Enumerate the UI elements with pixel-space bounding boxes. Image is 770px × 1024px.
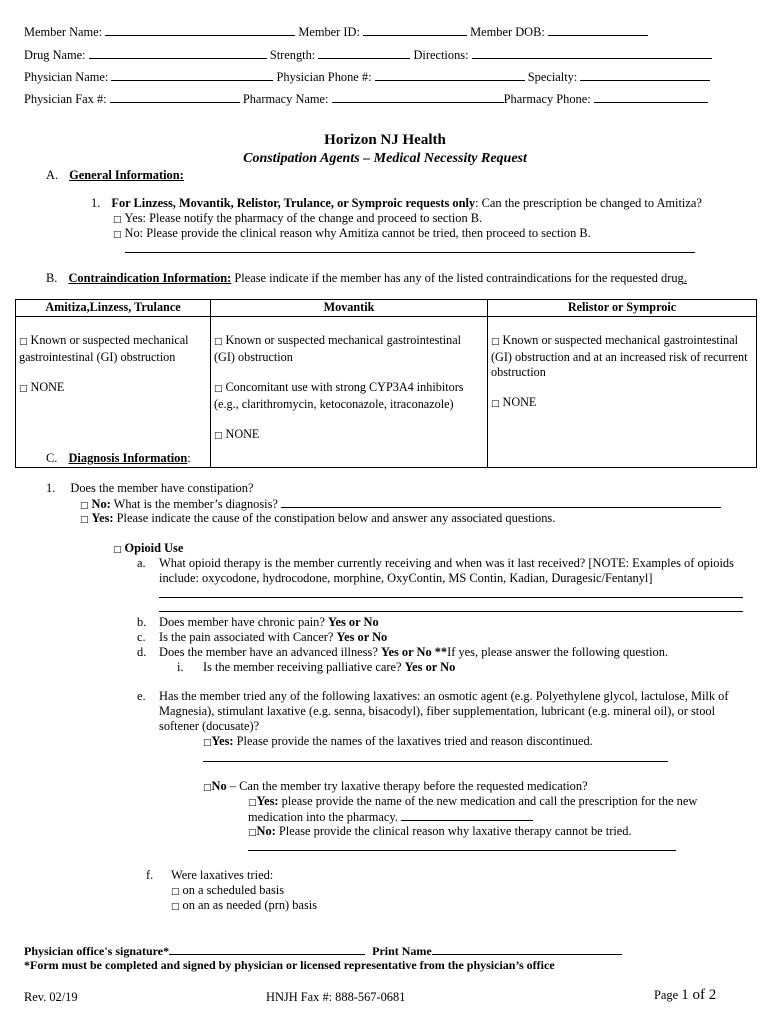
laxative-yes-text: Please provide the names of the laxatives tried and reason discontinued. <box>233 734 593 748</box>
physician-fax-field[interactable] <box>110 91 240 103</box>
new-medication-text: medication into the pharmacy. <box>248 810 398 824</box>
checkbox-icon[interactable]: □ <box>203 738 212 748</box>
laxative-reason-text: Please provide the clinical reason why laxative therapy cannot be tried. <box>275 824 632 838</box>
yes-or-no[interactable]: Yes or No <box>404 660 456 674</box>
question-b <box>159 615 379 630</box>
table-option <box>19 333 207 365</box>
question-a-line1: What opioid therapy is the member currently receiving and when was it last received? [NOTE: Examples of opioids <box>159 556 734 570</box>
section-b-letter: B. <box>46 271 58 285</box>
opioid-answer-line-2[interactable] <box>159 611 743 612</box>
directions-field[interactable] <box>472 47 712 59</box>
section-c-title: Diagnosis Information <box>68 451 188 465</box>
question-d-text: Does the member have an advanced illness? <box>159 645 378 659</box>
physician-phone-label: Physician Phone #: <box>276 70 372 84</box>
question-d-letter: d. <box>137 645 147 659</box>
option-text: NONE <box>502 395 537 409</box>
signature-note: *Form must be completed and signed by physician or licensed representative from the physician’s office <box>24 958 555 972</box>
question-i-letter: i. <box>177 660 184 674</box>
form-title: Horizon NJ Health <box>324 132 446 148</box>
question-c-letter: c. <box>137 630 146 644</box>
pharmacy-phone-label: Pharmacy Phone: <box>503 92 591 106</box>
member-dob-label: Member DOB: <box>470 25 545 39</box>
checkbox-icon[interactable]: □ <box>214 431 223 441</box>
signature-label: Physician office's signature* <box>24 944 170 958</box>
member-id-label: Member ID: <box>298 25 360 39</box>
table-cell <box>16 317 211 468</box>
physician-name-label: Physician Name: <box>24 70 109 84</box>
question-e-line3: softener (docusate)? <box>159 719 260 733</box>
pharmacy-phone-field[interactable] <box>594 91 708 103</box>
section-a-heading <box>46 168 184 183</box>
checkbox-icon[interactable]: □ <box>80 501 89 511</box>
page-prefix: Page <box>654 988 679 1002</box>
checkbox-icon[interactable]: □ <box>19 384 28 394</box>
laxative-yes-label: Yes: <box>211 734 234 748</box>
section-b-title: Contraindication Information: <box>68 271 232 285</box>
section-c-colon: : <box>187 451 191 465</box>
column-header: Movantik <box>211 300 488 317</box>
prn-basis-option <box>171 898 317 915</box>
yes-text: Please indicate the cause of the constipation below and answer any associated questions. <box>113 511 556 525</box>
scheduled-basis-text: on a scheduled basis <box>182 883 285 897</box>
question-c-text: Is the pain associated with Cancer? <box>159 630 334 644</box>
prn-basis-text: on an as needed (prn) basis <box>182 898 318 912</box>
checkbox-icon[interactable]: □ <box>113 215 122 225</box>
checkbox-icon[interactable]: □ <box>248 828 257 838</box>
section-a-yes-text: Yes: Please notify the pharmacy of the change and proceed to section B. <box>124 211 483 225</box>
table-row <box>16 317 757 468</box>
section-b-heading <box>46 271 687 286</box>
laxative-reason-label: No: <box>256 824 276 838</box>
form-subtitle: Constipation Agents – Medical Necessity Request <box>243 151 527 166</box>
checkbox-icon[interactable]: □ <box>19 337 28 347</box>
checkbox-icon[interactable]: □ <box>214 337 223 347</box>
question-e-line1: Has the member tried any of the following laxatives: an osmotic agent (e.g. Polyethylene glycol, lactulose, Milk of <box>159 689 729 703</box>
laxative-no-text: – Can the member try laxative therapy before the requested medication? <box>226 779 588 793</box>
laxative-no-label: No <box>211 779 227 793</box>
question-f-text: Were laxatives tried: <box>171 868 274 882</box>
specialty-label: Specialty: <box>527 70 578 84</box>
opioid-answer-line-1[interactable] <box>159 597 743 598</box>
question-f-letter: f. <box>146 868 154 882</box>
section-c-q1-number: 1. <box>46 481 56 495</box>
column-header: Amitiza,Linzess, Trulance <box>16 300 211 317</box>
checkbox-icon[interactable]: □ <box>80 515 89 525</box>
table-cell <box>211 317 488 468</box>
pharmacy-name-field[interactable] <box>332 91 504 103</box>
section-a-title: General Information: <box>69 168 184 182</box>
specialty-field[interactable] <box>580 69 710 81</box>
checkbox-icon[interactable]: □ <box>491 399 500 409</box>
member-name-field[interactable] <box>105 24 295 36</box>
section-a-no-text: No: Please provide the clinical reason why Amitiza cannot be tried, then proceed to section B. <box>124 226 591 240</box>
question-b-text: Does member have chronic pain? <box>159 615 325 629</box>
laxatives-tried-line[interactable] <box>203 761 668 762</box>
diagnosis-field[interactable] <box>281 496 721 508</box>
question-a-line2: include: oxycodone, hydrocodone, morphine, OxyContin, MS Contin, Kadian, Duragesic/Fentanyl] <box>159 571 653 585</box>
pharmacy-name-label: Pharmacy Name: <box>242 92 329 106</box>
checkbox-icon[interactable]: □ <box>248 798 257 808</box>
section-c-yes-option <box>80 511 555 528</box>
checkbox-icon[interactable]: □ <box>214 384 223 394</box>
checkbox-icon[interactable]: □ <box>171 887 180 897</box>
physician-phone-field[interactable] <box>375 69 525 81</box>
header-row-3 <box>24 69 710 85</box>
section-a-q1-number: 1. <box>91 196 101 210</box>
header-row-2 <box>24 47 712 63</box>
drug-name-field[interactable] <box>89 47 267 59</box>
print-name-label: Print Name <box>372 944 432 958</box>
section-b-period: . <box>683 271 687 285</box>
checkbox-icon[interactable]: □ <box>113 545 122 555</box>
contraindication-table <box>15 299 757 468</box>
question-i <box>203 660 455 675</box>
checkbox-icon[interactable]: □ <box>203 783 212 793</box>
member-name-label: Member Name: <box>24 25 103 39</box>
checkbox-icon[interactable]: □ <box>491 337 500 347</box>
question-a-letter: a. <box>137 556 146 570</box>
section-a-reason-line[interactable] <box>125 252 695 253</box>
section-a-no-option <box>113 226 591 243</box>
laxative-reason-line[interactable] <box>248 850 676 851</box>
question-e-letter: e. <box>137 689 146 703</box>
signature-row <box>24 943 622 959</box>
option-text: NONE <box>30 380 65 394</box>
question-i-text: Is the member receiving palliative care? <box>203 660 402 674</box>
page-number <box>654 988 716 1003</box>
strength-field[interactable] <box>318 47 410 59</box>
section-a-q1 <box>91 196 702 211</box>
header-row-4 <box>24 91 708 107</box>
laxative-reason-option <box>248 824 632 841</box>
section-c-heading <box>46 451 191 466</box>
physician-name-field[interactable] <box>111 69 273 81</box>
no-text: What is the member’s diagnosis? <box>110 497 278 511</box>
option-text: Known or suspected mechanical gastrointestinal (GI) obstruction <box>214 333 462 364</box>
physician-fax-label: Physician Fax #: <box>24 92 107 106</box>
checkbox-icon[interactable]: □ <box>113 230 122 240</box>
revision-date: Rev. 02/19 <box>24 990 78 1004</box>
yes-or-no[interactable]: Yes or No <box>336 630 388 644</box>
checkbox-icon[interactable]: □ <box>171 902 180 912</box>
yes-or-no[interactable]: Yes or No ** <box>380 645 448 659</box>
table-option <box>214 427 484 444</box>
no-label: No: <box>91 497 111 511</box>
new-medication-line <box>248 809 533 825</box>
option-text: Concomitant use with strong CYP3A4 inhibitors (e.g., clarithromycin, ketoconazole, itraconazole) <box>214 380 464 411</box>
member-id-field[interactable] <box>363 24 467 36</box>
section-a-letter: A. <box>46 168 59 182</box>
new-medication-field[interactable] <box>401 809 533 821</box>
signature-field[interactable] <box>169 943 365 955</box>
table-option <box>491 395 753 412</box>
fax-number: HNJH Fax #: 888-567-0681 <box>266 990 406 1004</box>
table-option <box>491 333 753 380</box>
section-a-q1-bold: For Linzess, Movantik, Relistor, Trulance, or Symproic requests only <box>111 196 476 210</box>
question-d <box>159 645 668 660</box>
table-option <box>214 380 484 412</box>
column-header: Relistor or Symproic <box>488 300 757 317</box>
table-header-row <box>16 300 757 317</box>
yes-label: Yes: <box>91 511 114 525</box>
option-text: Known or suspected mechanical gastrointestinal (GI) obstruction <box>19 333 189 364</box>
question-d-rest: If yes, please answer the following question. <box>447 645 669 659</box>
question-b-letter: b. <box>137 615 147 629</box>
header-row-1 <box>24 24 648 40</box>
table-cell <box>488 317 757 468</box>
new-medication-yes-text: please provide the name of the new medication and call the prescription for the new <box>278 794 698 808</box>
section-a-q1-rest: : Can the prescription be changed to Amitiza? <box>475 196 702 210</box>
table-option <box>214 333 484 365</box>
print-name-field[interactable] <box>432 943 622 955</box>
section-b-text: Please indicate if the member has any of the listed contraindications for the requested drug <box>231 271 684 285</box>
question-e-line2: Magnesia), stimulant laxative (e.g. senna, bisacodyl), fiber supplementation, lubricant (e.g. mineral oil), or stool <box>159 704 716 718</box>
question-c <box>159 630 387 645</box>
section-c-q1 <box>46 481 253 496</box>
page-count: 1 of 2 <box>681 987 717 1003</box>
section-c-letter: C. <box>46 451 58 465</box>
directions-label: Directions: <box>413 48 469 62</box>
strength-label: Strength: <box>269 48 316 62</box>
opioid-use-label: Opioid Use <box>124 541 184 555</box>
table-option <box>19 380 207 397</box>
option-text: NONE <box>225 427 260 441</box>
laxative-yes-option <box>203 734 593 751</box>
new-medication-yes-label: Yes: <box>256 794 279 808</box>
section-c-q1-text: Does the member have constipation? <box>70 481 254 495</box>
option-text: Known or suspected mechanical gastrointestinal (GI) obstruction and at an increased risk of recurrent obstruction <box>491 333 748 379</box>
drug-name-label: Drug Name: <box>24 48 86 62</box>
yes-or-no[interactable]: Yes or No <box>327 615 379 629</box>
member-dob-field[interactable] <box>548 24 648 36</box>
